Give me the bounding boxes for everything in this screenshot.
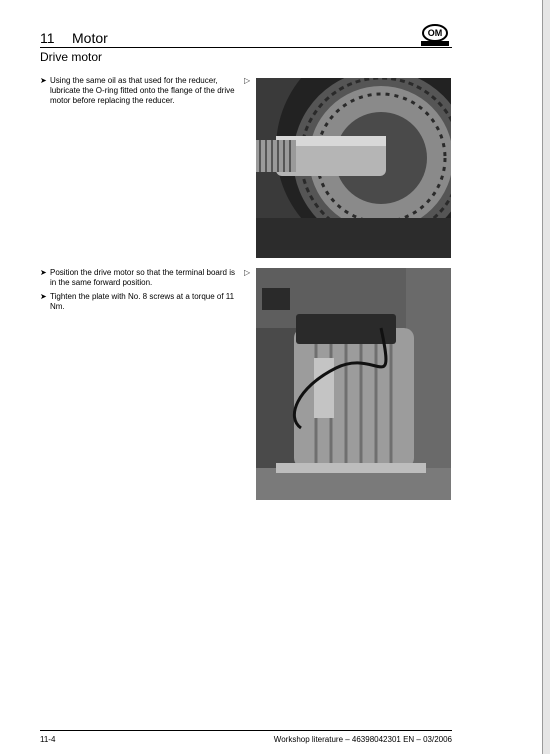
photo-drive-motor: [256, 268, 451, 500]
step-item: [40, 76, 240, 106]
arrow-bullet-icon: ➤: [40, 76, 47, 85]
arrow-bullet-icon: ➤: [40, 292, 47, 301]
step-text: Position the drive motor so that the terminal board is in the same forward position.: [50, 268, 235, 287]
section-title: Drive motor: [40, 50, 103, 64]
svg-text:OM: OM: [427, 28, 443, 38]
next-arrow-icon: ▷: [244, 76, 251, 85]
footer-literature: Workshop literature – 46398042301 EN – 03/2006: [273, 735, 452, 744]
photo-motor-stator: [256, 78, 451, 258]
viewer-gutter: [543, 0, 550, 754]
step-list-2: [40, 268, 240, 316]
arrow-bullet-icon: ➤: [40, 268, 47, 277]
step-text: Using the same oil as that used for the reducer, lubricate the O-ring fitted onto the flange of the drive motor before replacing the reducer.: [50, 76, 235, 105]
chapter-title: Motor: [72, 30, 108, 46]
chapter-number: 11: [40, 30, 55, 46]
step-text: Tighten the plate with No. 8 screws at a torque of 11 Nm.: [50, 292, 235, 311]
next-arrow-icon: ▷: [244, 268, 251, 277]
step-item: [40, 268, 240, 288]
step-item: [40, 292, 240, 312]
chapter-header: [40, 30, 452, 48]
page-number: 11-4: [40, 735, 56, 744]
step-list-1: [40, 76, 240, 110]
om-logo-icon: [418, 24, 452, 46]
footer-rule: [40, 730, 452, 731]
